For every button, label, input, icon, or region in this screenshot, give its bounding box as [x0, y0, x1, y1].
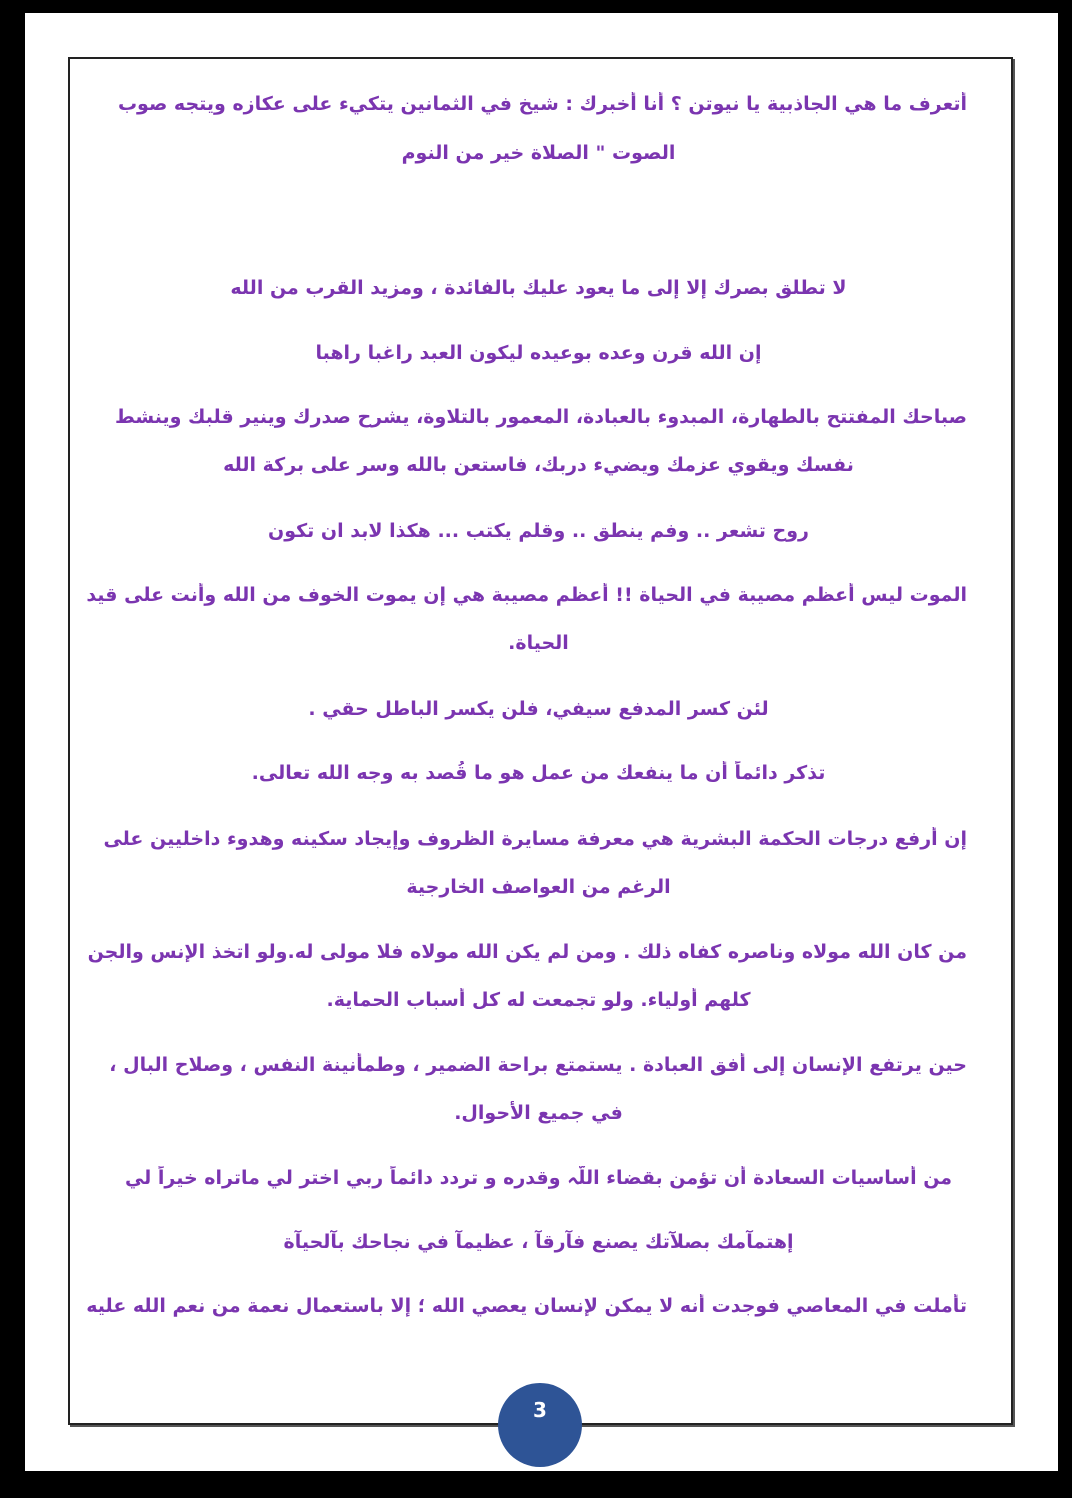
- text-line-19: إهتمآمك بصلآتك يصنع فآرقآً ، عظيمآً في نجاحك بآلحيآة: [283, 1231, 794, 1253]
- text-line-20: تأملت في المعاصي فوجدت أنه لا يمكن لإنسان يعصي الله ؛ إلا باستعمال نعمة من نعم الله عليه: [86, 1295, 967, 1317]
- text-line-4: إن الله قرن وعده بوعيده ليكون العبد راغبا راهبا: [315, 342, 762, 364]
- text-line-15: كلهم أولياء. ولو تجمعت له كل أسباب الحماية.: [326, 989, 751, 1011]
- text-line-16: حين يرتفع الإنسان إلى أفق العبادة . يستمتع براحة الضمير ، وطمأنينة النفس ، وصلاح البال ،: [109, 1054, 967, 1076]
- text-line-2: الصوت " الصلاة خير من النوم: [401, 142, 676, 164]
- text-line-7: روح تشعر .. وفم ينطق .. وقلم يكتب ... هكذا لابد ان تكون: [268, 520, 809, 542]
- document-page: [25, 13, 1058, 1471]
- text-line-12: إن أرفع درجات الحكمة البشرية هي معرفة مسايرة الظروف وإيجاد سكينه وهدوء داخليين على: [103, 828, 967, 850]
- text-line-6: نفسك ويقوي عزمك ويضيء دربك، فاستعن بالله وسر على بركة الله: [223, 454, 854, 476]
- text-line-8: الموت ليس أعظم مصيبة في الحياة !! أعظم مصيبة هي إن يموت الخوف من الله وأنت على قيد: [86, 584, 967, 606]
- text-line-1: أتعرف ما هي الجاذبية يا نيوتن ؟ أنا أخبرك : شيخ في الثمانين يتكيء على عكازه ويتجه صوب: [117, 93, 967, 115]
- text-line-13: الرغم من العواصف الخارجية: [406, 876, 671, 898]
- text-line-10: لئن كسر المدفع سيفي، فلن يكسر الباطل حقي .: [308, 698, 769, 720]
- page-number-badge: 3: [498, 1383, 582, 1467]
- text-line-11: تذكر دائماً أن ما ينفعك من عمل هو ما قُصد به وجه الله تعالى.: [251, 762, 826, 784]
- text-line-3: لا تطلق بصرك إلا إلى ما يعود عليك بالفائدة ، ومزيد القرب من الله: [230, 277, 847, 299]
- text-line-5: صباحك المفتتح بالطهارة، المبدوء بالعبادة، المعمور بالتلاوة، يشرح صدرك وينير قلبك وينشط: [115, 406, 967, 428]
- text-line-14: من كان الله مولاه وناصره كفاه ذلك . ومن لم يكن الله مولاه فلا مولى له.ولو اتخذ الإنس والجن: [87, 941, 967, 963]
- text-line-18: من أساسيات السعادة أن تؤمن بقضاء اللّہ وقدره و تردد دائماً ربي اختر لي ماتراه خيراً لي: [124, 1167, 953, 1189]
- text-line-17: في جميع الأحوال.: [454, 1102, 623, 1124]
- page-content: [70, 58, 1011, 1424]
- text-line-9: الحياة.: [508, 632, 569, 654]
